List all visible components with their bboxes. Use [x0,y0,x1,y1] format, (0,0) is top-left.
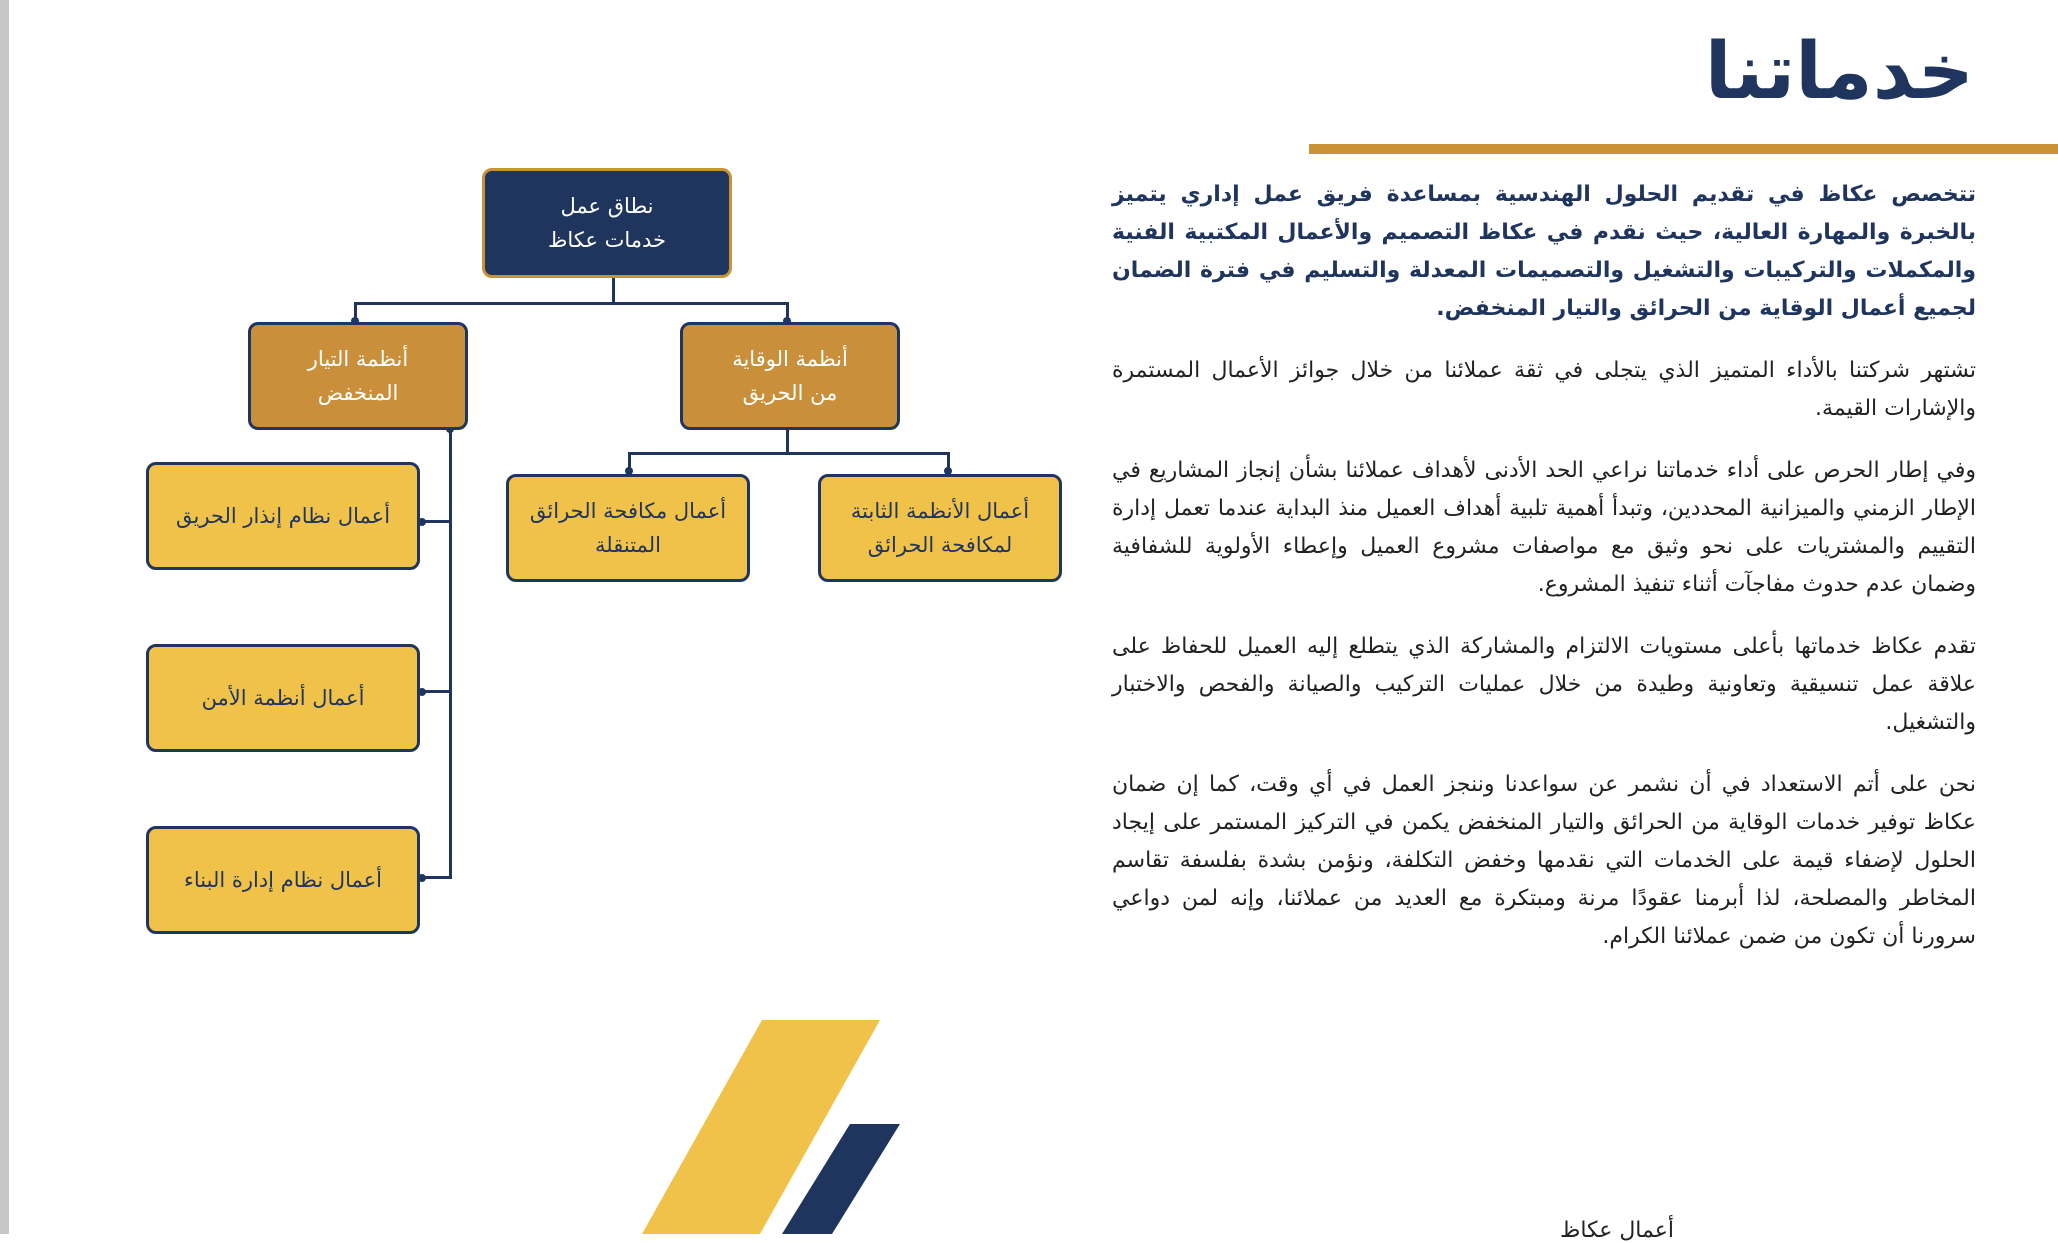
org-low-current-systems [248,322,468,430]
org-box-label: أنظمة التيار المنخفض [307,347,409,405]
services-description [1112,176,1976,980]
connector-line [449,428,452,878]
org-box-label: أنظمة الوقاية من الحريق [732,347,848,405]
connector-line [786,428,789,454]
intro-paragraph: تتخصص عكاظ في تقديم الحلول الهندسية بمساعدة فريق عمل إداري يتميز بالخبرة والمهارة العالية، حيث نقدم في عكاظ التصميم والأعمال المكتبية الفنية والمكملات والتركيبات والتشغيل والتصميمات المعدلة والتسليم في فترة الضمان لجميع أعمال الوقاية من الحرائق والتيار المنخفض. [1112,182,1976,321]
footer-partial-text: أعمال عكاظ [1560,1218,1674,1243]
page-title: خدماتنا [1704,27,1974,117]
org-security-systems [146,644,420,752]
page-left-border [0,0,9,1234]
org-box-label: أعمال نظام إنذار الحريق [175,504,391,528]
org-box-label: أعمال مكافحة الحرائق المتنقلة [529,499,727,557]
body-paragraph: وفي إطار الحرص على أداء خدماتنا نراعي الحد الأدنى لأهداف عملائنا بشأن إنجاز المشاريع في الإطار الزمني والميزانية المحددين، وتبدأ أهمية تلبية أهداف العميل منذ البداية عندما تعمل إدارة التقييم والمشتريات على نحو وثيق مع مواصفات مشروع العميل وإعطاء الأولوية للشفافية وضمان عدم حدوث مفاجآت أثناء تنفيذ المشروع. [1112,458,1976,597]
org-fire-alarm-system [146,462,420,570]
title-underline-bar [1309,144,2058,154]
org-box-label: نطاق عمل خدمات عكاظ [547,194,667,252]
decorative-stripes [600,1020,920,1234]
org-fixed-fire-systems [818,474,1062,582]
org-box-label: أعمال نظام إدارة البناء [184,868,383,892]
org-box-label: أعمال أنظمة الأمن [201,686,365,710]
org-building-management-system [146,826,420,934]
body-paragraph: نحن على أتم الاستعداد في أن نشمر عن سواعدنا وننجز العمل في أي وقت، كما إن ضمان عكاظ توفير خدمات الوقاية من الحرائق والتيار المنخفض يكمن في التركيز المستمر على إيجاد الحلول لإضفاء قيمة على الخدمات التي نقدمها وخفض التكلفة، ونؤمن بشدة بفلسفة تقاسم المخاطر والمصلحة، لذا أبرمنا عقودًا مرنة ومبتكرة مع العديد من عملائنا، وإنه لمن دواعي سرورنا أن تكون من ضمن عملائنا الكرام. [1112,772,1976,949]
connector-line [628,452,950,455]
org-portable-fire-fighting [506,474,750,582]
connector-line [354,302,788,305]
org-box-label: أعمال الأنظمة الثابتة لمكافحة الحرائق [850,499,1030,557]
org-fire-protection-systems [680,322,900,430]
body-paragraph: تشتهر شركتنا بالأداء المتميز الذي يتجلى في ثقة عملائنا من خلال جوائز الأعمال المستمرة والإشارات القيمة. [1112,358,1976,421]
connector-line [612,278,615,304]
org-root-scope [482,168,732,278]
body-paragraph: تقدم عكاظ خدماتها بأعلى مستويات الالتزام والمشاركة الذي يتطلع إليه العميل للحفاظ على علاقة عمل تنسيقية وتعاونية وطيدة من خلال عمليات التركيب والصيانة والفحص والاختبار والتشغيل. [1112,634,1976,735]
